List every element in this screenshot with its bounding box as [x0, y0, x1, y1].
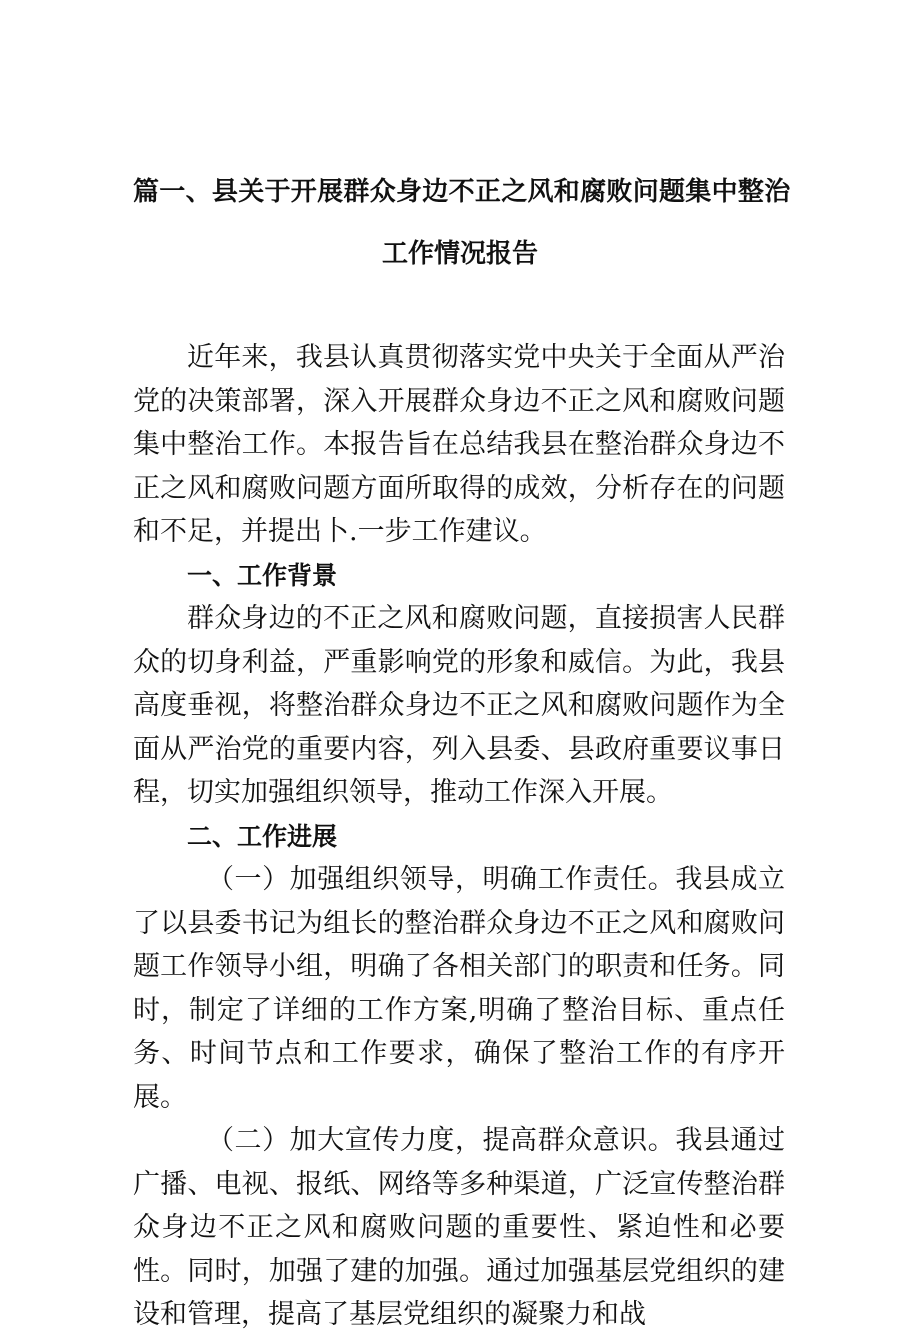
section-heading-background: 一、工作背景 [187, 560, 338, 590]
progress-item-1: （一）加强组织领导，明确工作责任。我县成立了以县委书记为组长的整治群众身边不正之风和腐败问题工作领导小组，明确了各相关部门的职责和任务。同时，制定了详细的工作方案,明确了整治目标、重点任务、时间节点和工作要求，确保了整治工作的有序开展。 [133, 864, 785, 1113]
progress-item-2: （二）加大宣传力度，提高群众意识。我县通过广播、电视、报纸、网络等多种渠道，广泛宣传整治群众身边不正之风和腐败问题的重要性、紧迫性和必要性。同时，加强了建的加强。通过加强基层党组织的建设和管理，提高了基层党组织的凝聚力和战 [133, 1125, 785, 1330]
background-paragraph: 群众身边的不正之风和腐败问题，直接损害人民群众的切身利益，严重影响党的形象和威信。为此，我县高度垂视，将整治群众身边不正之风和腐败问题作为全面从严治党的重要内容，列入县委、县政府重要议事日程，切实加强组织领导，推动工作深入开展。 [133, 603, 785, 808]
section-heading-progress: 二、工作进展 [187, 821, 338, 851]
intro-paragraph: 近年来，我县认真贯彻落实党中央关于全面从严治党的决策部署，深入开展群众身边不正之风和腐败问题集中整治工作。本报告旨在总结我县在整治群众身边不正之风和腐败问题方面所取得的成效，分析存在的问题和不足，并提出卜.一步工作建议。 [133, 342, 785, 547]
document-title-line2: 工作情况报告 [381, 239, 538, 269]
document-body [133, 336, 785, 1337]
document-title-line1: 篇一、县关于开展群众身边不正之风和腐败问题集中整治 [133, 177, 791, 207]
